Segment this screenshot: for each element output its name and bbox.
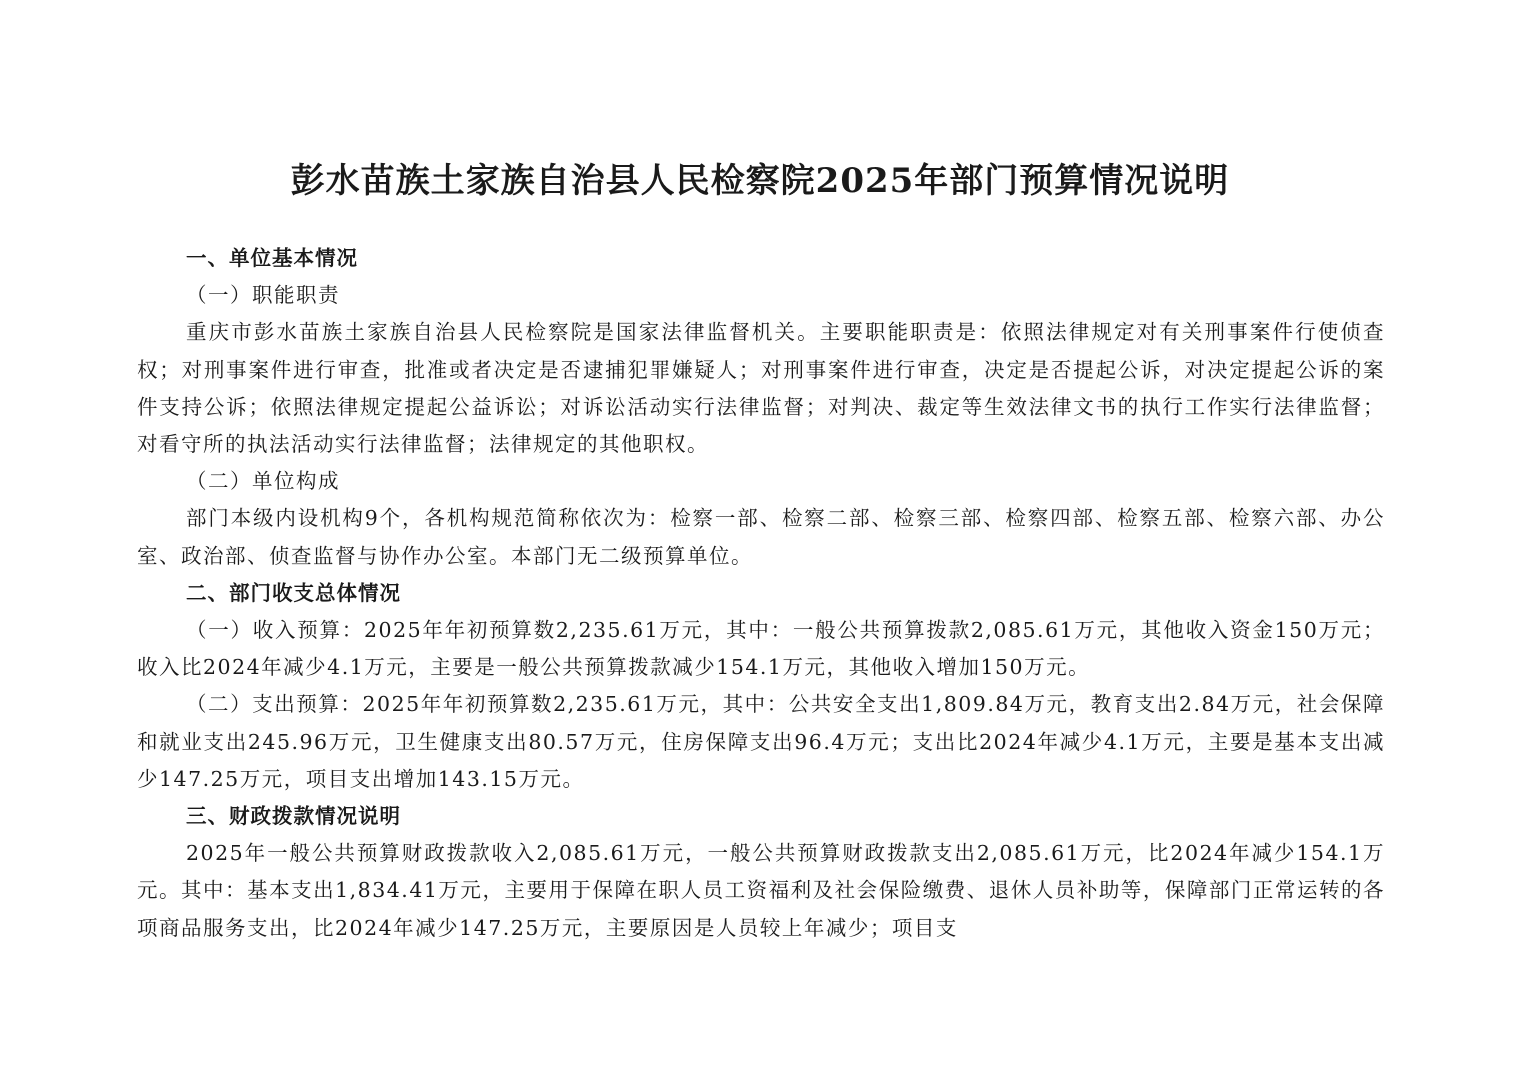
paragraph-fiscal-appropriation: 2025年一般公共预算财政拨款收入2,085.61万元，一般公共预算财政拨款支出2,085.61万元，比2024年减少154.1万元。其中：基本支出1,834.41万元，主要用于保障在职人员工资福利及社会保险缴费、退休人员补助等，保障部门正常运转的各项商品服务支出，比2024年减少147.25万元，主要原因是人员较上年减少；项目支 — [137, 841, 1385, 940]
section-heading-3: 三、财政拨款情况说明 — [186, 804, 401, 829]
paragraph-duties: 重庆市彭水苗族土家族自治县人民检察院是国家法律监督机关。主要职能职责是：依照法律规定对有关刑事案件行使侦查权；对刑事案件进行审查，批准或者决定是否逮捕犯罪嫌疑人；对刑事案件进行审查，决定是否提起公诉，对决定提起公诉的案件支持公诉；依照法律规定提起公益诉讼；对诉讼活动实行法律监督；对判决、裁定等生效法律文书的执行工作实行法律监督；对看守所的执法活动实行法律监督；法律规定的其他职权。 — [137, 320, 1385, 457]
paragraph-composition: 部门本级内设机构9个，各机构规范简称依次为：检察一部、检察二部、检察三部、检察四部、检察五部、检察六部、办公室、政治部、侦查监督与协作办公室。本部门无二级预算单位。 — [137, 506, 1385, 568]
section-heading-2: 二、部门收支总体情况 — [186, 580, 401, 605]
paragraph-income-budget — [137, 612, 1385, 686]
document-title: 彭水苗族土家族自治县人民检察院2025年部门预算情况说明 — [290, 161, 1230, 201]
income-budget-text: 2025年年初预算数2,235.61万元，其中：一般公共预算拨款2,085.61万元，其他收入资金150万元；收入比2024年减少4.1万元，主要是一般公共预算拨款减少154.1万元，其他收入增加150万元。 — [137, 618, 1385, 680]
expense-budget-text: 2025年年初预算数2,235.61万元，其中：公共安全支出1,809.84万元，教育支出2.84万元，社会保障和就业支出245.96万元，卫生健康支出80.57万元，住房保障支出96.4万元；支出比2024年减少4.1万元，主要是基本支出减少147.25万元，项目支出增加143.15万元。 — [137, 692, 1385, 791]
subsection-heading-composition: （二）单位构成 — [186, 469, 340, 494]
expense-budget-lead: （二）支出预算： — [186, 692, 363, 717]
section-heading-1: 一、单位基本情况 — [186, 246, 358, 270]
document-body — [137, 240, 1385, 947]
paragraph-expense-budget — [137, 686, 1385, 798]
income-budget-lead: （一）收入预算： — [186, 618, 364, 643]
subsection-heading-duties: （一）职能职责 — [186, 283, 340, 308]
